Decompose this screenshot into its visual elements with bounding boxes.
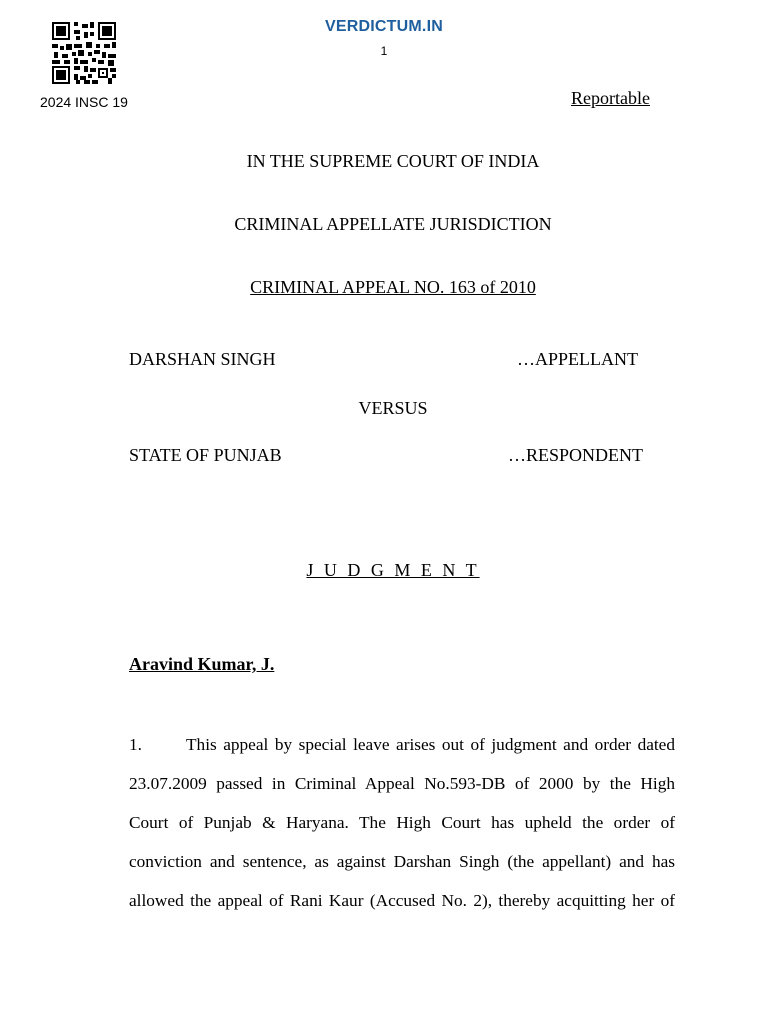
respondent-role: …RESPONDENT (508, 445, 644, 465)
paragraph-line-text: This appeal by special leave arises out of judgment and order dated (186, 735, 675, 754)
page-number: 1 (380, 44, 388, 58)
paragraph-line (129, 735, 675, 755)
versus-label: VERSUS (358, 398, 428, 418)
paragraph-line: 23.07.2009 passed in Criminal Appeal No.593-DB of 2000 by the High (129, 774, 675, 793)
jurisdiction-title: CRIMINAL APPELLATE JURISDICTION (234, 214, 552, 234)
neutral-citation: 2024 INSC 19 (40, 94, 128, 110)
respondent-name: STATE OF PUNJAB (129, 445, 282, 465)
paragraph-line: allowed the appeal of Rani Kaur (Accused No. 2), thereby acquitting her of (129, 891, 675, 910)
paragraph-line: conviction and sentence, as against Darshan Singh (the appellant) and has (129, 852, 675, 871)
paragraph-number: 1. (129, 735, 142, 754)
appellant-role: …APPELLANT (517, 349, 638, 369)
paragraph-line: Court of Punjab & Haryana. The High Court has upheld the order of (129, 813, 675, 832)
court-name: IN THE SUPREME COURT OF INDIA (246, 151, 540, 171)
appeal-number-text: CRIMINAL APPEAL NO. 163 of 2010 (250, 277, 536, 297)
judgment-heading-text: J U D G M E N T (306, 560, 480, 580)
site-watermark: VERDICTUM.IN (325, 18, 443, 35)
appellant-name: DARSHAN SINGH (129, 349, 276, 369)
judgment-heading (0, 560, 768, 581)
appeal-number (0, 277, 768, 298)
reportable-label: Reportable (571, 88, 650, 108)
judge-author: Aravind Kumar, J. (129, 654, 275, 674)
